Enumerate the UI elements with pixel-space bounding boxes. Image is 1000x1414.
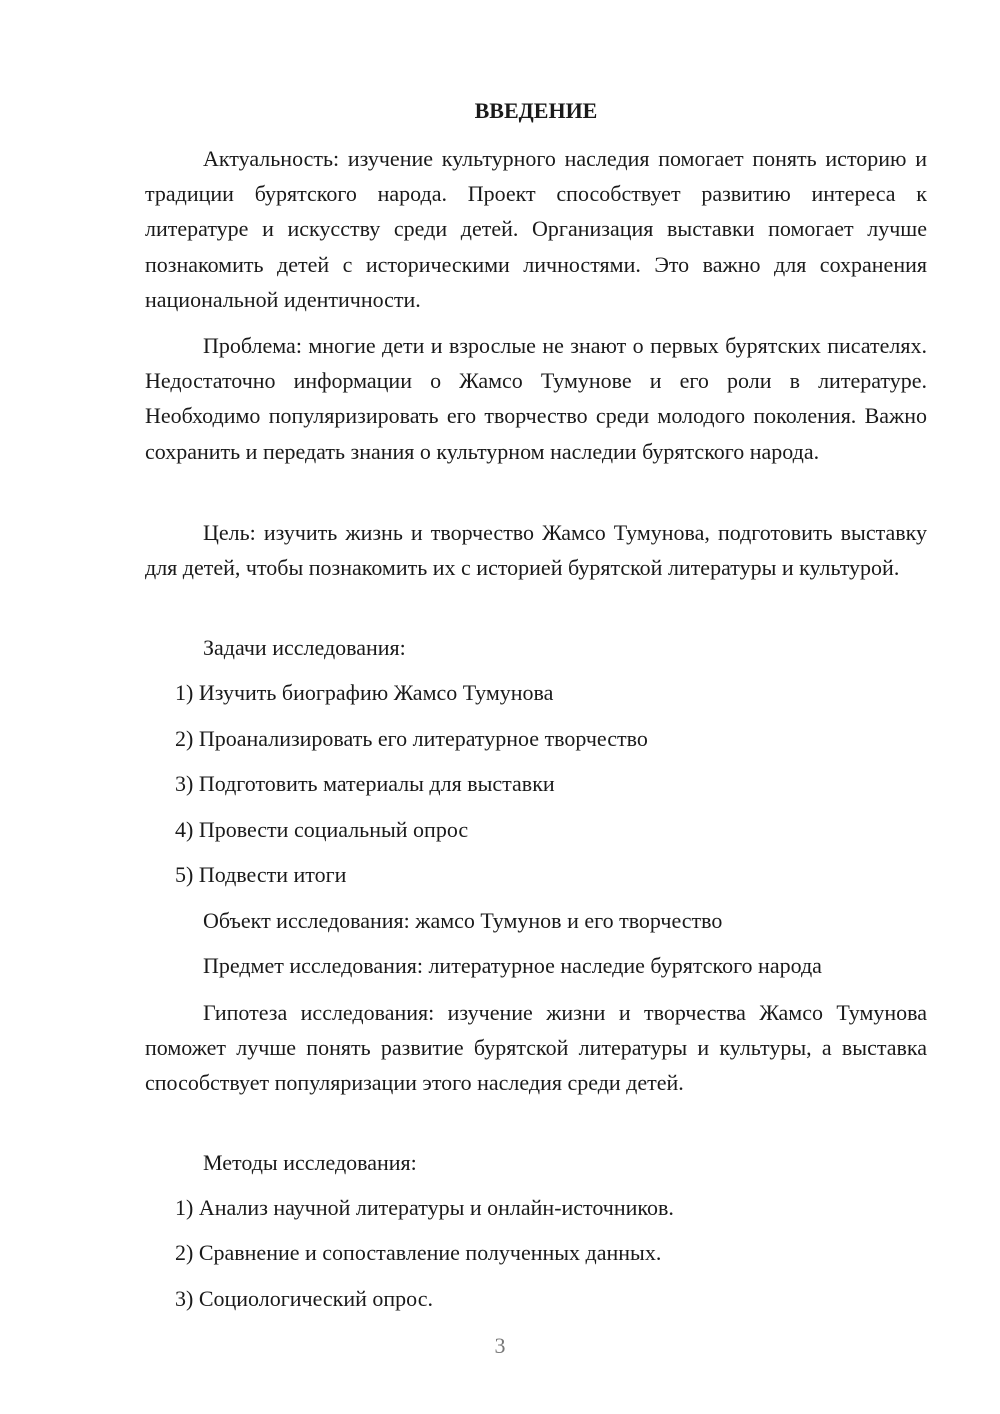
task-item-3: 3) Подготовить материалы для выставки	[175, 771, 555, 796]
task-item-1: 1) Изучить биографию Жамсо Тумунова	[175, 680, 554, 705]
method-item-2: 2) Сравнение и сопоставление полученных данных.	[175, 1240, 662, 1265]
task-item-4: 4) Провести социальный опрос	[175, 817, 469, 842]
research-subject: Предмет исследования: литературное наследие бурятского народа	[203, 953, 822, 978]
task-item-5: 5) Подвести итоги	[175, 862, 347, 887]
tasks-heading: Задачи исследования:	[203, 635, 406, 660]
method-item-3: 3) Социологический опрос.	[175, 1286, 433, 1311]
method-item-1: 1) Анализ научной литературы и онлайн-источников.	[175, 1195, 674, 1220]
paragraph-problem: Проблема: многие дети и взрослые не знают о первых бурятских писателях. Недостаточно информации о Жамсо Тумунове и его роли в литературе. Необходимо популяризировать его творчество среди молодого поколения. Важно сохранить и передать знания о культурном наследии бурятского народа.	[145, 333, 927, 464]
task-item-2: 2) Проанализировать его литературное творчество	[175, 726, 648, 751]
paragraph-hypothesis: Гипотеза исследования: изучение жизни и творчества Жамсо Тумунова поможет лучше понять развитие бурятской литературы и культуры, а выставка способствует популяризации этого наследия среди детей.	[145, 1000, 927, 1096]
methods-heading: Методы исследования:	[203, 1150, 417, 1175]
research-object: Объект исследования: жамсо Тумунов и его творчество	[203, 908, 723, 933]
page-number: 3	[494, 1333, 506, 1358]
paragraph-goal: Цель: изучить жизнь и творчество Жамсо Тумунова, подготовить выставку для детей, чтобы познакомить их с историей бурятской литературы и культурой.	[145, 520, 927, 581]
section-title: ВВЕДЕНИЕ	[474, 98, 598, 123]
paragraph-relevance: Актуальность: изучение культурного наследия помогает понять историю и традиции бурятского народа. Проект способствует развитию интереса к литературе и искусству среди детей. Организация выставки помогает лучше познакомить детей с историческими личностями. Это важно для сохранения национальной идентичности.	[145, 146, 927, 312]
